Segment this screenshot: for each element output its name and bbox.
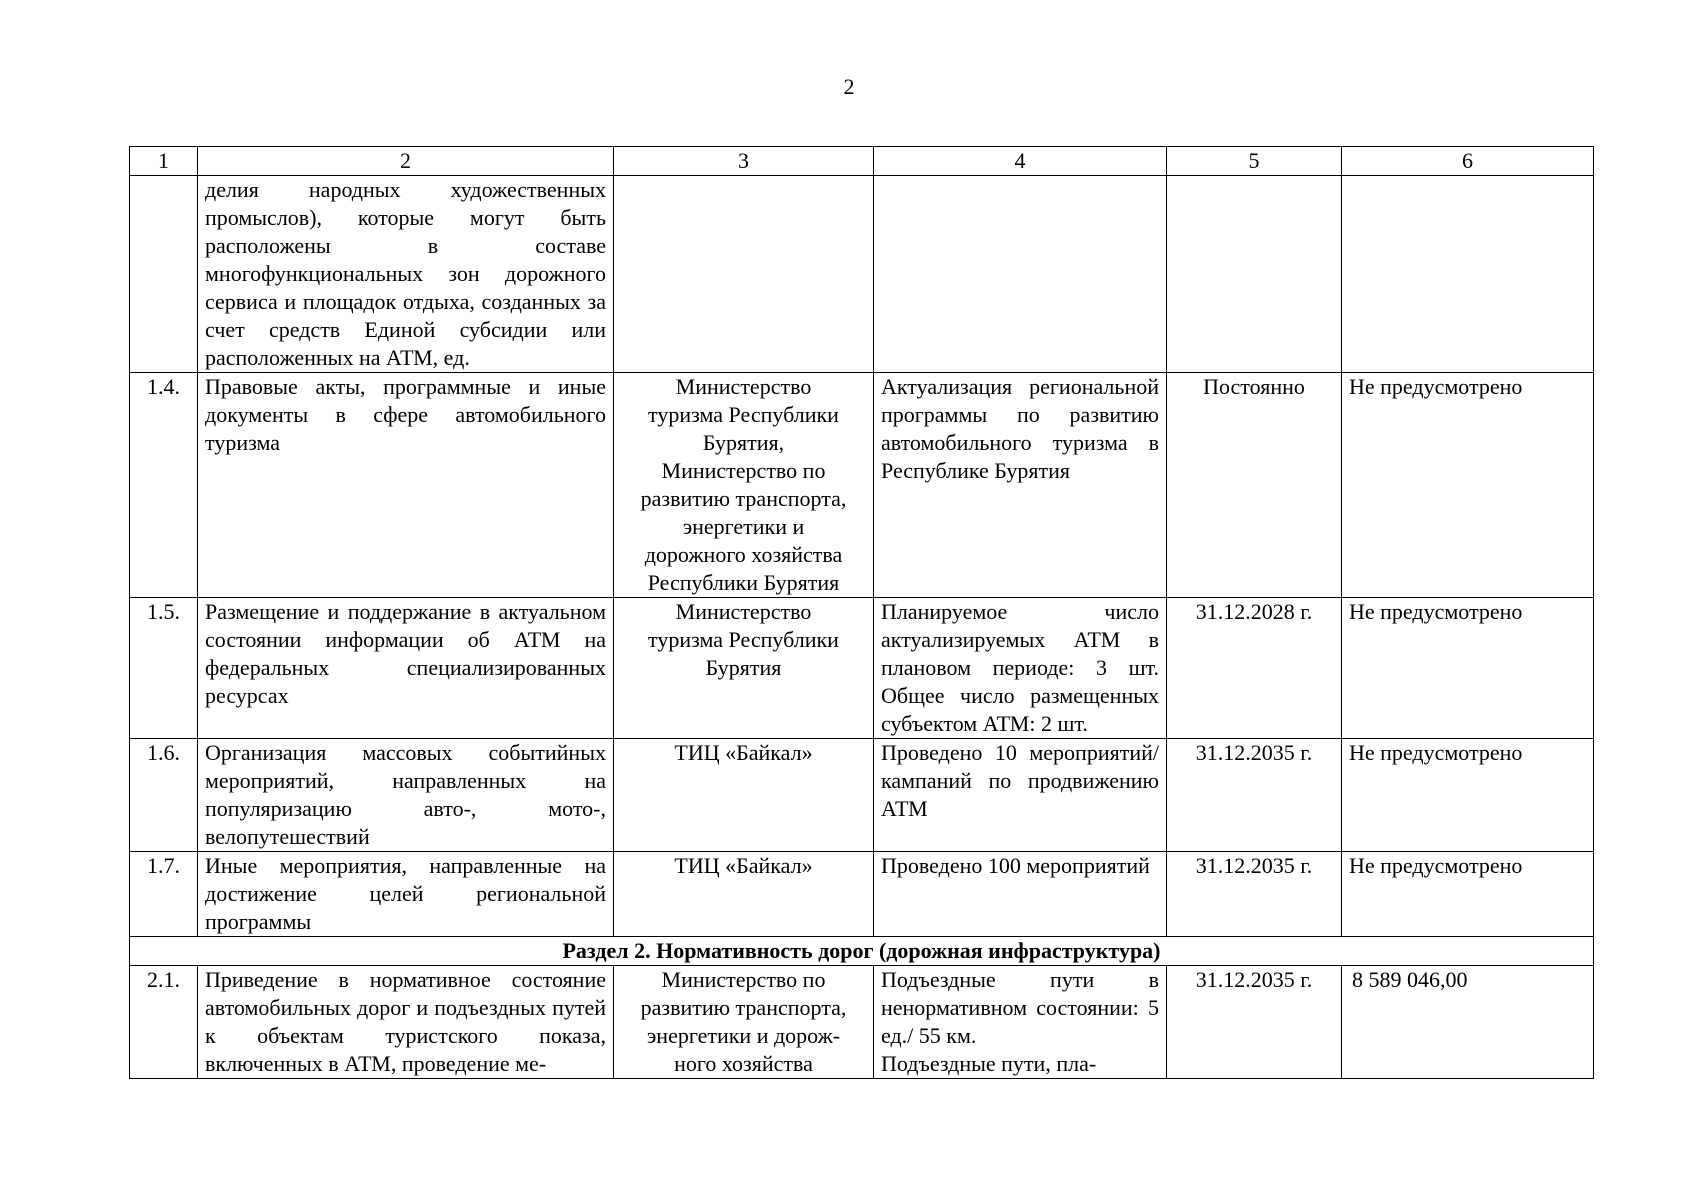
header-cell: 2 xyxy=(198,147,614,176)
measure-description: Организация массовых событийных мероприятий, направленных на популяризацию авто-, мото-, велопутешествий xyxy=(198,739,614,852)
deadline: 31.12.2035 г. xyxy=(1167,966,1342,1079)
header-cell: 1 xyxy=(130,147,198,176)
header-cell: 6 xyxy=(1342,147,1594,176)
table-header-row xyxy=(130,147,1594,176)
funding: 8 589 046,00 xyxy=(1342,966,1594,1079)
row-number: 1.4. xyxy=(130,373,198,598)
responsible-executor: Министерство по развитию транспорта, энергетики и дорож- ного хозяйства xyxy=(614,966,874,1079)
funding: Не предусмотрено xyxy=(1342,739,1594,852)
funding: Не предусмотрено xyxy=(1342,373,1594,598)
funding: Не предусмотрено xyxy=(1342,598,1594,739)
expected-result: Планируемое число актуализируемых АТМ в плановом периоде: 3 шт. Общее число размещенных субъектом АТМ: 2 шт. xyxy=(874,598,1167,739)
deadline: 31.12.2035 г. xyxy=(1167,852,1342,937)
deadline: Постоянно xyxy=(1167,373,1342,598)
header-cell: 4 xyxy=(874,147,1167,176)
expected-result: Проведено 10 мероприятий/кампаний по продвижению АТМ xyxy=(874,739,1167,852)
row-number xyxy=(130,176,198,373)
header-cell: 5 xyxy=(1167,147,1342,176)
section-title: Раздел 2. Нормативность дорог (дорожная инфраструктура) xyxy=(130,937,1594,966)
responsible-executor xyxy=(614,176,874,373)
page-number: 2 xyxy=(843,74,855,99)
row-number: 1.5. xyxy=(130,598,198,739)
responsible-executor: ТИЦ «Байкал» xyxy=(614,739,874,852)
table-row xyxy=(130,598,1594,739)
responsible-executor: Министерство туризма Республики Бурятия xyxy=(614,598,874,739)
plan-table xyxy=(129,146,1594,1079)
table-row xyxy=(130,966,1594,1079)
responsible-executor: ТИЦ «Байкал» xyxy=(614,852,874,937)
row-number: 1.7. xyxy=(130,852,198,937)
table-row xyxy=(130,739,1594,852)
measure-description: делия народных художественных промыслов), которые могут быть расположены в составе многофункциональных зон дорожного сервиса и площадок отдыха, созданных за счет средств Единой субсидии или расположенных на АТМ, ед. xyxy=(198,176,614,373)
expected-result xyxy=(874,176,1167,373)
measure-description: Приведение в нормативное состояние автомобильных дорог и подъездных путей к объектам туристского показа, включенных в АТМ, проведение ме- xyxy=(198,966,614,1079)
deadline: 31.12.2035 г. xyxy=(1167,739,1342,852)
table-row xyxy=(130,852,1594,937)
funding xyxy=(1342,176,1594,373)
deadline xyxy=(1167,176,1342,373)
expected-result: Подъездные пути в ненормативном состоянии: 5 ед./ 55 км. Подъездные пути, пла- xyxy=(874,966,1167,1079)
table-row xyxy=(130,373,1594,598)
measure-description: Иные мероприятия, направленные на достижение целей региональной программы xyxy=(198,852,614,937)
section-header-row xyxy=(130,937,1594,966)
funding: Не предусмотрено xyxy=(1342,852,1594,937)
responsible-executor: Министерство туризма Республики Бурятия, Министерство по развитию транспорта, энергетики и дорожного хозяйства Республики Бурятия xyxy=(614,373,874,598)
measure-description: Размещение и поддержание в актуальном состоянии информации об АТМ на федеральных специализированных ресурсах xyxy=(198,598,614,739)
row-number: 1.6. xyxy=(130,739,198,852)
expected-result: Актуализация региональной программы по развитию автомобильного туризма в Республике Бурятия xyxy=(874,373,1167,598)
measure-description: Правовые акты, программные и иные документы в сфере автомобильного туризма xyxy=(198,373,614,598)
header-cell: 3 xyxy=(614,147,874,176)
deadline: 31.12.2028 г. xyxy=(1167,598,1342,739)
expected-result: Проведено 100 мероприятий xyxy=(874,852,1167,937)
table-row xyxy=(130,176,1594,373)
row-number: 2.1. xyxy=(130,966,198,1079)
